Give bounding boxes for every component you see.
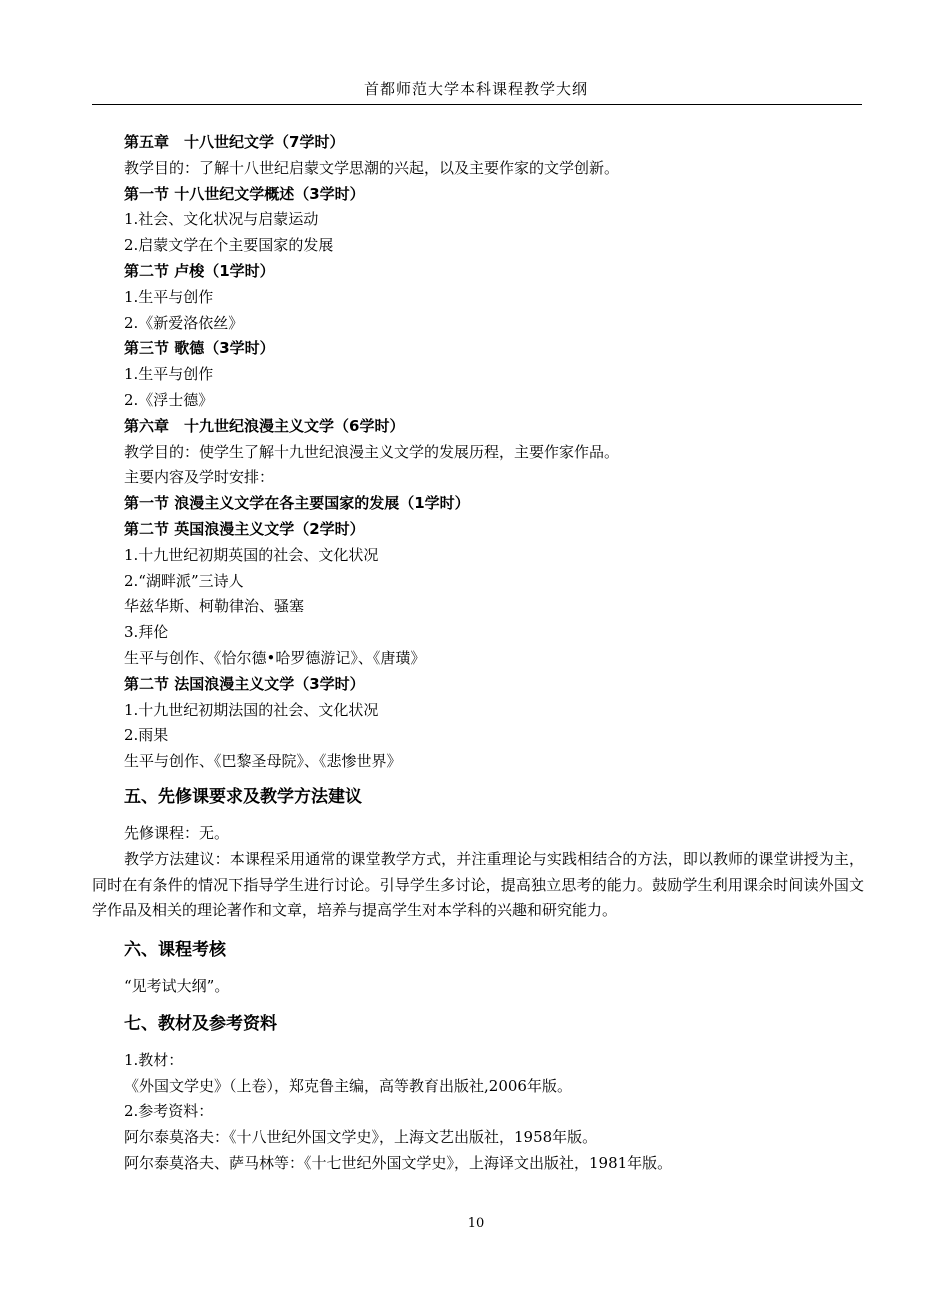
section-7-heading: 七、教材及参考资料 <box>124 1013 277 1034</box>
prerequisite-text: 先修课程：无。 <box>124 823 230 842</box>
ch5-section-2-title: 第二节 卢梭（1学时） <box>124 261 275 280</box>
list-item: 生平与创作、《恰尔德•哈罗德游记》、《唐璜》 <box>124 648 426 667</box>
chapter-6-title: 第六章 十九世纪浪漫主义文学（6学时） <box>124 416 405 435</box>
list-item: 1.社会、文化状况与启蒙运动 <box>124 210 319 229</box>
list-item: 1.十九世纪初期法国的社会、文化状况 <box>124 700 379 719</box>
list-item: 2.“湖畔派”三诗人 <box>124 571 244 590</box>
section-6-heading: 六、课程考核 <box>124 940 226 960</box>
main-content <box>124 130 864 847</box>
ch5-section-1-title: 第一节 十八世纪文学概述（3学时） <box>124 184 365 203</box>
assessment-text: “见考试大纲”。 <box>124 977 230 995</box>
list-item: 生平与创作、《巴黎圣母院》、《悲惨世界》 <box>124 752 402 771</box>
reference-line: 2.参考资料： <box>124 1102 214 1121</box>
page-header-title: 首都师范大学本科课程教学大纲 <box>363 80 588 98</box>
section-5-heading: 五、先修课要求及教学方法建议 <box>124 786 362 807</box>
list-item: 2.《新爱洛依丝》 <box>124 313 244 332</box>
chapter-5-title: 第五章 十八世纪文学（7学时） <box>124 133 345 151</box>
list-item: 1.生平与创作 <box>124 365 214 384</box>
ch6-section-1-title: 第一节 浪漫主义文学在各主要国家的发展（1学时） <box>124 494 470 513</box>
reference-line: 《外国文学史》（上卷），郑克鲁主编，高等教育出版社,2006年版。 <box>124 1076 572 1095</box>
chapter-6-arrangement: 主要内容及学时安排： <box>124 468 275 487</box>
list-item: 2.《浮士德》 <box>124 390 214 409</box>
list-item: 3.拜伦 <box>124 623 169 642</box>
chapter-6-goal: 教学目的：使学生了解十九世纪浪漫主义文学的发展历程，主要作家作品。 <box>124 442 620 461</box>
reference-line: 阿尔泰莫洛夫：《十八世纪外国文学史》，上海文艺出版社，1958年版。 <box>124 1128 598 1147</box>
reference-line: 1.教材： <box>124 1050 184 1069</box>
list-item: 华兹华斯、柯勒律治、骚塞 <box>124 597 305 616</box>
ch5-section-3-title: 第三节 歌德（3学时） <box>124 339 275 358</box>
list-item: 2.启蒙文学在个主要国家的发展 <box>124 236 334 255</box>
chapter-5-goal: 教学目的：了解十八世纪启蒙文学思潮的兴起，以及主要作家的文学创新。 <box>124 158 620 177</box>
list-item: 1.十九世纪初期英国的社会、文化状况 <box>124 545 379 564</box>
list-item: 2.雨果 <box>124 726 169 745</box>
header-rule <box>92 104 862 105</box>
sections-6-7 <box>124 934 864 1177</box>
page-number: 10 <box>467 1216 485 1231</box>
ch6-section-2-title: 第二节 英国浪漫主义文学（2学时） <box>124 519 365 538</box>
teaching-method-paragraph: 教学方法建议：本课程采用通常的课堂教学方式，并注重理论与实践相结合的方法，即以教师的课堂讲授为主，同时在有条件的情况下指导学生进行讨论。引导学生多讨论，提高独立思考的能力。鼓励学生利用课余时间读外国文学作品及相关的理论著作和文章，培养与提高学生对本学科的兴趣和研究能力。 <box>92 850 864 920</box>
reference-line: 阿尔泰莫洛夫、萨马林等：《十七世纪外国文学史》，上海译文出版社，1981年版。 <box>124 1153 673 1172</box>
list-item: 1.生平与创作 <box>124 287 214 306</box>
ch6-section-3-title: 第二节 法国浪漫主义文学（3学时） <box>124 674 365 693</box>
